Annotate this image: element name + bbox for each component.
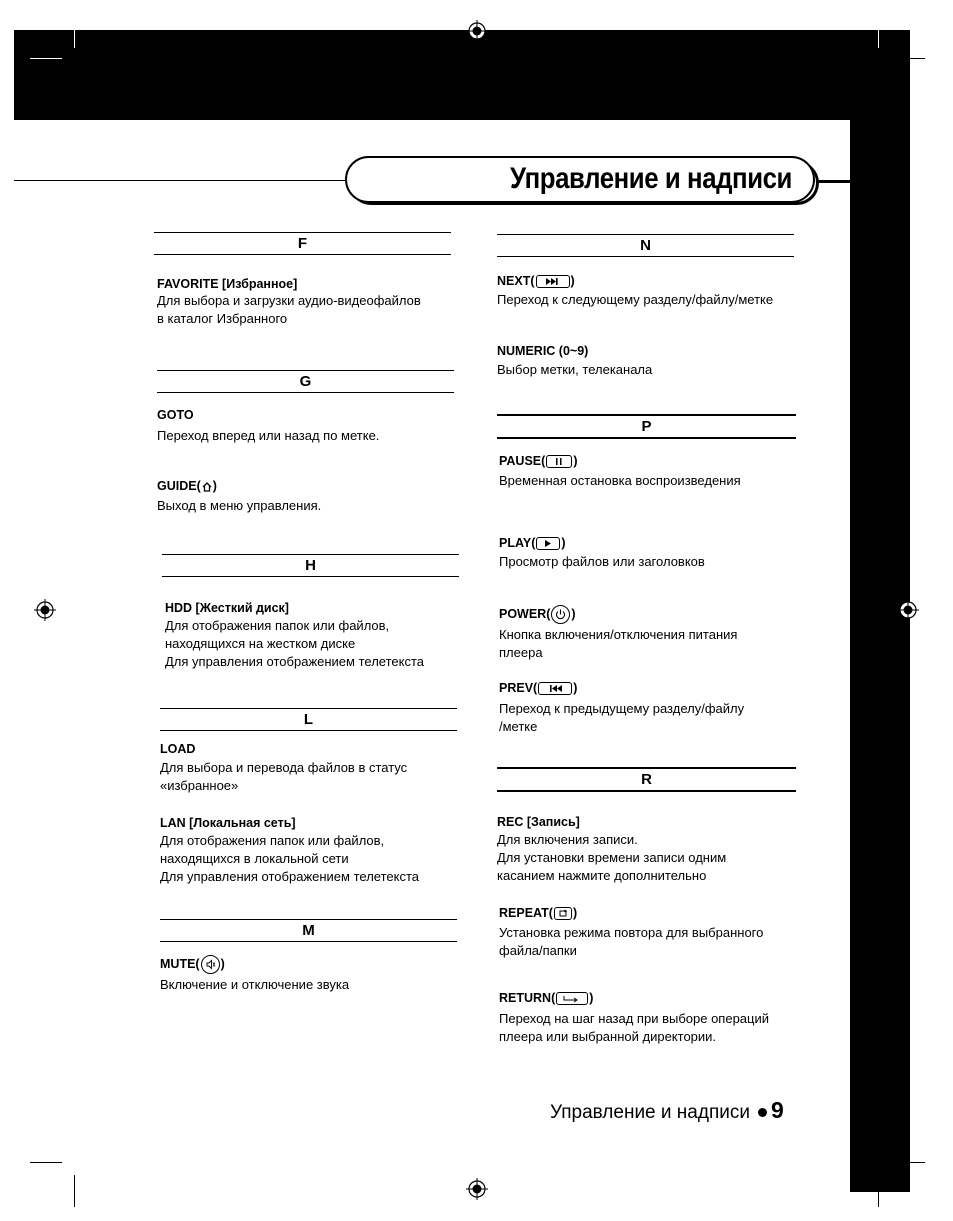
term-goto: GOTO: [157, 408, 194, 422]
section-header-m: M: [160, 919, 457, 942]
term-repeat-close: ): [572, 906, 578, 920]
header-black-band: [14, 30, 910, 120]
desc-play: Просмотр файлов или заголовков: [499, 554, 705, 569]
term-repeat: [499, 905, 577, 922]
desc-prev: Переход к предыдущему разделу/файлу /метке: [499, 701, 745, 734]
desc-next: Переход к следующему разделу/файлу/метке: [497, 292, 774, 307]
section-header-f: F: [154, 232, 451, 255]
term-next-text: NEXT(: [497, 274, 535, 288]
page-title: Управление и надписи: [509, 162, 792, 195]
power-icon: [551, 605, 570, 624]
term-load: LOAD: [160, 742, 196, 756]
home-icon: [201, 481, 213, 493]
desc-favorite: Для выбора и загрузки аудио-видеофайлов в каталог Избранного: [157, 293, 421, 326]
term-mute-text: MUTE(: [160, 956, 200, 971]
section-header-l: L: [160, 708, 457, 731]
desc-return: Переход на шаг назад при выборе операций плеера или выбранной директории.: [499, 1011, 769, 1044]
section-header-g: G: [157, 370, 454, 393]
term-power-text: POWER(: [499, 606, 551, 621]
term-guide-close: ): [212, 479, 217, 493]
term-return-text: RETURN(: [499, 991, 556, 1005]
section-header-r: R: [497, 767, 796, 792]
title-rule-right: [818, 180, 850, 183]
desc-repeat: Установка режима повтора для выбранного файла/папки: [499, 925, 764, 958]
term-pause: [499, 453, 577, 470]
term-play-text: PLAY(: [499, 536, 536, 550]
term-play: [499, 535, 566, 552]
page-number: 9: [770, 1097, 784, 1123]
page-footer: [550, 1097, 784, 1126]
section-header-n: N: [497, 234, 794, 257]
term-prev-close: ): [573, 681, 578, 695]
play-icon: [536, 537, 560, 550]
term-hdd: HDD [Жесткий диск]: [165, 601, 289, 615]
desc-guide: Выход в меню управления.: [157, 498, 322, 513]
section-header-p: P: [497, 414, 796, 439]
desc-rec: Для включения записи. Для установки времени записи одним касанием нажмите дополнительно: [497, 832, 727, 883]
term-play-close: ): [561, 536, 566, 550]
crop-mark: [878, 12, 879, 48]
registration-mark-icon: [897, 599, 919, 621]
term-prev: [499, 680, 577, 697]
crop-mark: [74, 1175, 75, 1207]
pause-icon: [546, 455, 572, 468]
crop-mark: [30, 58, 62, 59]
crop-mark: [893, 58, 925, 59]
title-rule-left: [14, 180, 347, 181]
bullet-icon: [758, 1108, 767, 1117]
desc-numeric: Выбор метки, телеканала: [497, 362, 653, 377]
desc-power: Кнопка включения/отключения питания плеера: [499, 627, 738, 660]
term-guide-text: GUIDE(: [157, 479, 201, 493]
term-rec: REC [Запись]: [497, 815, 580, 829]
term-repeat-text: REPEAT(: [499, 906, 553, 920]
registration-mark-icon: [466, 1178, 488, 1200]
repeat-icon: [554, 907, 572, 920]
crop-mark: [893, 1162, 925, 1163]
return-icon: [556, 992, 588, 1005]
registration-mark-icon: [466, 20, 488, 42]
term-return-close: ): [589, 991, 594, 1005]
next-icon: [536, 275, 570, 288]
term-return: [499, 990, 593, 1007]
term-lan: LAN [Локальная сеть]: [160, 816, 296, 830]
term-pause-text: PAUSE(: [499, 454, 546, 468]
prev-icon: [538, 682, 572, 695]
term-prev-text: PREV(: [499, 681, 538, 695]
term-guide: [157, 478, 217, 495]
desc-mute: Включение и отключение звука: [160, 977, 350, 992]
term-next: [497, 273, 575, 290]
crop-mark: [74, 12, 75, 48]
term-favorite: FAVORITE [Избранное]: [157, 277, 298, 291]
mute-icon: [201, 955, 220, 974]
term-numeric: NUMERIC (0~9): [497, 344, 589, 358]
desc-pause: Временная остановка воспроизведения: [499, 473, 741, 488]
term-next-close: ): [570, 274, 575, 288]
desc-hdd: Для отображения папок или файлов, находящихся на жестком диске Для управления отображением телетекста: [165, 618, 424, 669]
term-mute: [160, 955, 225, 974]
footer-label: Управление и надписи: [550, 1102, 750, 1123]
term-power-close: ): [571, 606, 576, 621]
desc-goto: Переход вперед или назад по метке.: [157, 428, 380, 443]
desc-load: Для выбора и перевода файлов в статус «избранное»: [160, 760, 408, 793]
term-mute-close: ): [220, 956, 225, 971]
right-black-tab: [850, 120, 910, 1192]
crop-mark: [878, 1175, 879, 1207]
term-power: [499, 605, 576, 624]
desc-lan: Для отображения папок или файлов, находящихся в локальной сети Для управления отображением телетекста: [160, 833, 419, 884]
registration-mark-icon: [34, 599, 56, 621]
crop-mark: [30, 1162, 62, 1163]
term-pause-close: ): [573, 454, 578, 468]
section-header-h: H: [162, 554, 459, 577]
